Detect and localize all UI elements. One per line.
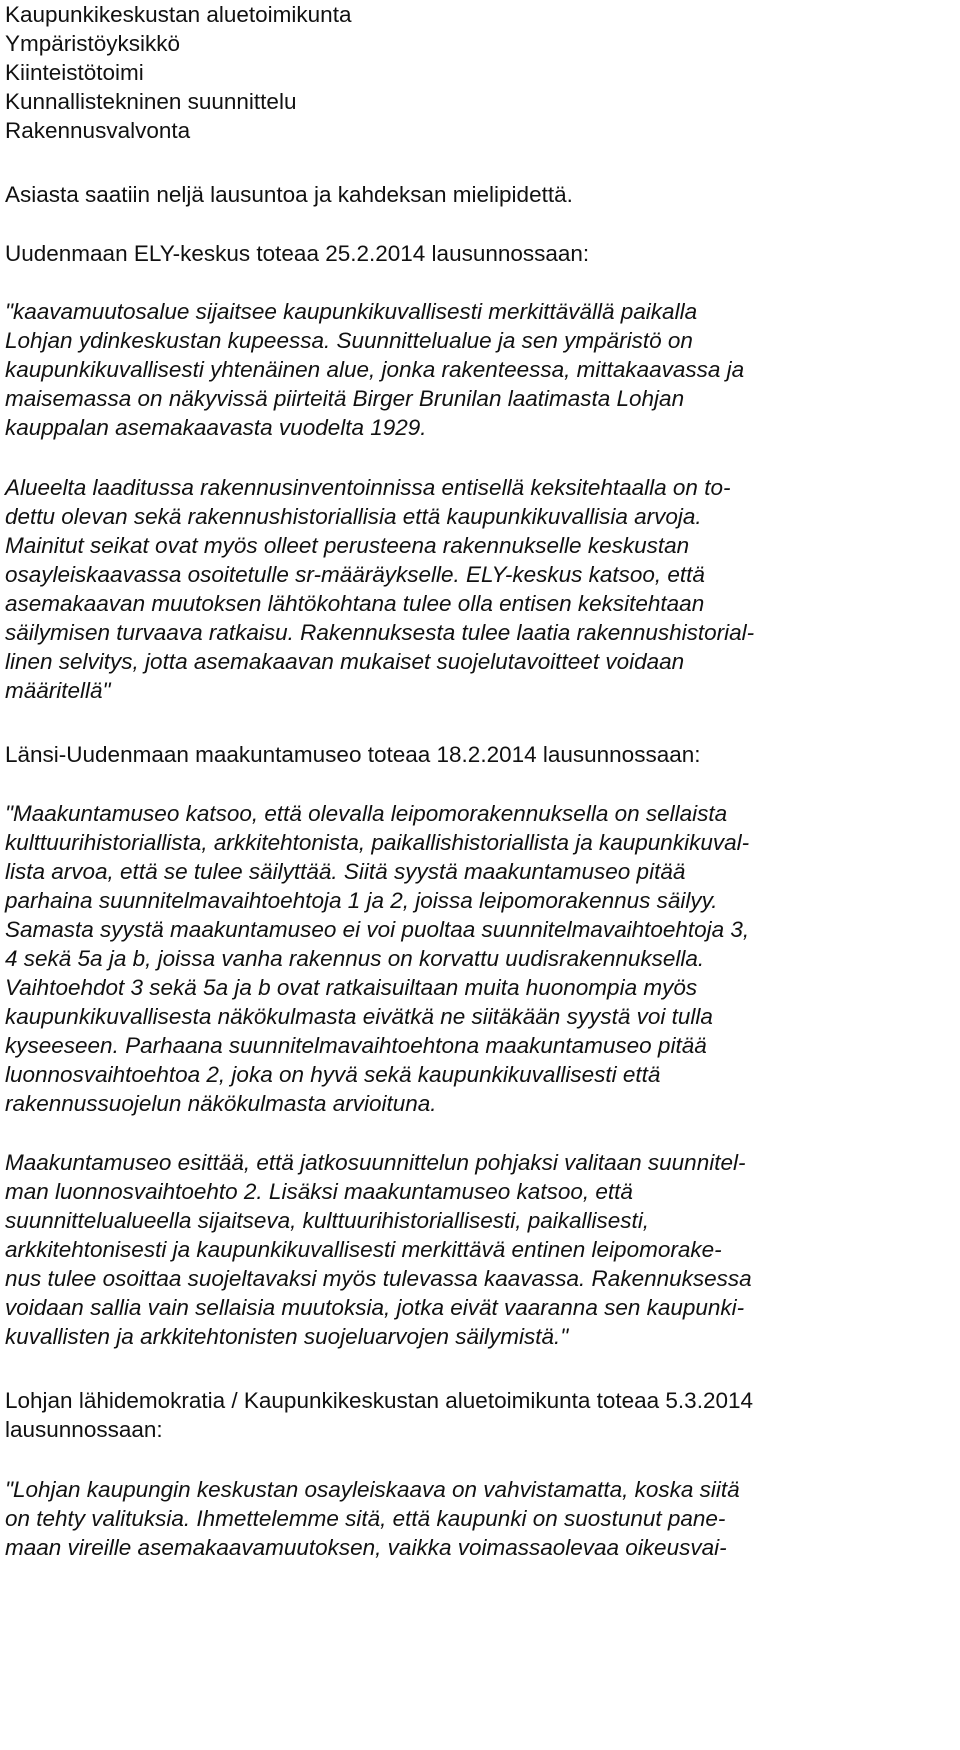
recipient-item: Kunnallistekninen suunnittelu: [5, 89, 297, 114]
quote-line: parhaina suunnitelmavaihtoehtoja 1 ja 2, joissa leipomorakennus säilyy.: [5, 888, 718, 913]
museum-intro: Länsi-Uudenmaan maakuntamuseo toteaa 18.2.2014 lausunnossaan:: [5, 742, 701, 767]
ely-intro: Uudenmaan ELY-keskus toteaa 25.2.2014 lausunnossaan:: [5, 241, 590, 266]
quote-line: kuvallisten ja arkkitehtonisten suojeluarvojen säilymistä.": [5, 1324, 569, 1349]
quote-line: kulttuurihistoriallista, arkkitehtonista, paikallishistoriallista ja kaupunkikuval-: [5, 830, 750, 855]
quote-line: "kaavamuutosalue sijaitsee kaupunkikuvallisesti merkittävällä paikalla: [5, 299, 698, 324]
quote-line: kauppalan asemakaavasta vuodelta 1929.: [5, 415, 427, 440]
recipient-item: Ympäristöyksikkö: [5, 31, 181, 56]
quote-line: on tehty valituksia. Ihmettelemme sitä, että kaupunki on suostunut pane-: [5, 1506, 726, 1531]
quote-line: voidaan sallia vain sellaisia muutoksia, jotka eivät vaaranna sen kaupunki-: [5, 1295, 745, 1320]
quote-line: Mainitut seikat ovat myös olleet perusteena rakennukselle keskustan: [5, 533, 690, 558]
quote-line: Lohjan ydinkeskustan kupeessa. Suunnittelualue ja sen ympäristö on: [5, 328, 693, 353]
quote-line: nus tulee osoittaa suojeltavaksi myös tulevassa kaavassa. Rakennuksessa: [5, 1266, 752, 1291]
quote-line: rakennussuojelun näkökulmasta arvioituna.: [5, 1091, 437, 1116]
quote-line: linen selvitys, jotta asemakaavan mukaiset suojelutavoitteet voidaan: [5, 649, 685, 674]
quote-line: "Lohjan kaupungin keskustan osayleiskaava on vahvistamatta, koska siitä: [5, 1477, 740, 1502]
quote-line: kaupunkikuvallisesti yhtenäinen alue, jonka rakenteessa, mittakaavassa ja: [5, 357, 745, 382]
quote-line: määritellä": [5, 678, 111, 703]
intro-line: lausunnossaan:: [5, 1417, 163, 1442]
quote-line: lista arvoa, että se tulee säilyttää. Siitä syystä maakuntamuseo pitää: [5, 859, 686, 884]
recipient-item: Kaupunkikeskustan aluetoimikunta: [5, 2, 352, 27]
intro-line: Lohjan lähidemokratia / Kaupunkikeskustan aluetoimikunta toteaa 5.3.2014: [5, 1388, 754, 1413]
quote-line: man luonnosvaihtoehto 2. Lisäksi maakuntamuseo katsoo, että: [5, 1179, 633, 1204]
quote-line: osayleiskaavassa osoitetulle sr-määräykselle. ELY-keskus katsoo, että: [5, 562, 705, 587]
quote-line: maan vireille asemakaavamuutoksen, vaikka voimassaolevaa oikeusvai-: [5, 1535, 727, 1560]
recipient-item: Kiinteistötoimi: [5, 60, 144, 85]
quote-line: "Maakuntamuseo katsoo, että olevalla leipomorakennuksella on sellaista: [5, 801, 728, 826]
quote-line: säilymisen turvaava ratkaisu. Rakennuksesta tulee laatia rakennushistorial-: [5, 620, 755, 645]
quote-line: 4 sekä 5a ja b, joissa vanha rakennus on korvattu uudisrakennuksella.: [5, 946, 705, 971]
quote-line: maisemassa on näkyvissä piirteitä Birger Brunilan laatimasta Lohjan: [5, 386, 685, 411]
quote-line: kaupunkikuvallisesta näkökulmasta eivätkä ne siitäkään syystä voi tulla: [5, 1004, 713, 1029]
summary-text: Asiasta saatiin neljä lausuntoa ja kahdeksan mielipidettä.: [5, 182, 573, 207]
quote-line: dettu olevan sekä rakennushistoriallisia että kaupunkikuvallisia arvoja.: [5, 504, 702, 529]
recipient-item: Rakennusvalvonta: [5, 118, 191, 143]
quote-line: kyseeseen. Parhaana suunnitelmavaihtoehtona maakuntamuseo pitää: [5, 1033, 707, 1058]
quote-line: Vaihtoehdot 3 sekä 5a ja b ovat ratkaisuiltaan muita huonompia myös: [5, 975, 698, 1000]
quote-line: Alueelta laaditussa rakennusinventoinnissa entisellä keksitehtaalla on to-: [5, 475, 731, 500]
quote-line: Samasta syystä maakuntamuseo ei voi puoltaa suunnitelmavaihtoehtoja 3,: [5, 917, 750, 942]
quote-line: Maakuntamuseo esittää, että jatkosuunnittelun pohjaksi valitaan suunnitel-: [5, 1150, 746, 1175]
quote-line: suunnittelualueella sijaitseva, kulttuurihistoriallisesti, paikallisesti,: [5, 1208, 650, 1233]
quote-line: asemakaavan muutoksen lähtökohtana tulee olla entisen keksitehtaan: [5, 591, 705, 616]
quote-line: luonnosvaihtoehtoa 2, joka on hyvä sekä kaupunkikuvallisesti että: [5, 1062, 661, 1087]
quote-line: arkkitehtonisesti ja kaupunkikuvallisesti merkittävä entinen leipomorake-: [5, 1237, 722, 1262]
